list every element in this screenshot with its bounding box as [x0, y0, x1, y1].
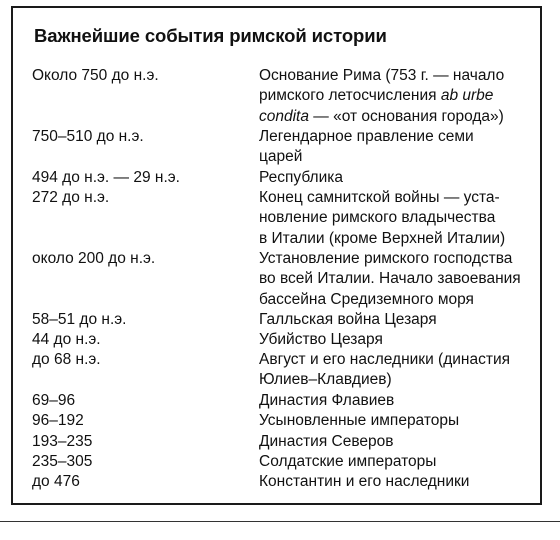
- event-line: Солдатские императоры: [259, 453, 437, 470]
- event-line: новление римского владычества: [259, 209, 496, 227]
- table-title: Важнейшие события римской истории: [34, 25, 387, 46]
- event-description: [259, 330, 383, 350]
- event-line: в Италии (кроме Верхней Италии): [259, 229, 506, 247]
- event-description: [259, 350, 510, 391]
- event-description: [259, 249, 521, 310]
- event-line: Легендарное правление семи: [259, 128, 474, 145]
- event-line: Убийство Цезаря: [259, 331, 383, 348]
- event-line: Константин и его наследники: [259, 473, 470, 490]
- event-description: [259, 168, 343, 188]
- event-line-part: римского летосчисления: [259, 87, 437, 105]
- event-description: [259, 127, 474, 168]
- event-date: 96–192: [32, 412, 84, 429]
- event-description: [259, 391, 394, 411]
- event-line: Основание Рима (753 г. — начало: [259, 67, 505, 84]
- event-line: condita — «от основания города»): [259, 107, 504, 125]
- event-line: Август и его наследники (династия: [259, 351, 510, 368]
- event-line: бассейна Средиземного моря: [259, 290, 474, 308]
- event-date: 44 до н.э.: [32, 331, 101, 348]
- event-description: [259, 452, 436, 472]
- event-line: Галльская война Цезаря: [259, 311, 437, 328]
- event-date: до 68 н.э.: [32, 351, 101, 368]
- event-date: 235–305: [32, 453, 93, 470]
- event-date: 750–510 до н.э.: [32, 128, 144, 145]
- event-description: [259, 310, 437, 330]
- events-table-frame: [11, 6, 542, 505]
- event-date: Около 750 до н.э.: [32, 67, 159, 84]
- event-date: 69–96: [32, 392, 76, 409]
- italic-phrase: ab urbe: [440, 87, 494, 105]
- event-line: царей: [259, 148, 303, 166]
- event-line: Конец самнитской войны — уста-: [259, 189, 500, 206]
- event-line: Династия Северов: [259, 433, 394, 450]
- event-description: [259, 188, 505, 249]
- event-line: Династия Флавиев: [259, 392, 395, 409]
- italic-phrase: condita: [259, 107, 309, 125]
- event-description: [259, 432, 394, 452]
- event-line: Установление римского господства: [259, 250, 513, 267]
- event-line: во всей Италии. Начало завоевания: [259, 270, 521, 288]
- event-line: [259, 86, 504, 106]
- event-date: 272 до н.э.: [32, 189, 110, 206]
- event-date: 58–51 до н.э.: [32, 311, 127, 328]
- event-line: Республика: [259, 169, 343, 186]
- event-line: Юлиев–Клавдиев): [259, 371, 392, 389]
- event-date: около 200 до н.э.: [32, 250, 156, 267]
- page-edge-line: [0, 521, 560, 522]
- event-date: 494 до н.э. — 29 н.э.: [32, 169, 180, 186]
- event-description: [259, 411, 459, 431]
- event-line: Усыновленные императоры: [259, 412, 460, 429]
- event-description: [259, 472, 469, 492]
- event-date: 193–235: [32, 433, 93, 450]
- event-description: [259, 66, 504, 127]
- event-date: до 476: [32, 473, 80, 490]
